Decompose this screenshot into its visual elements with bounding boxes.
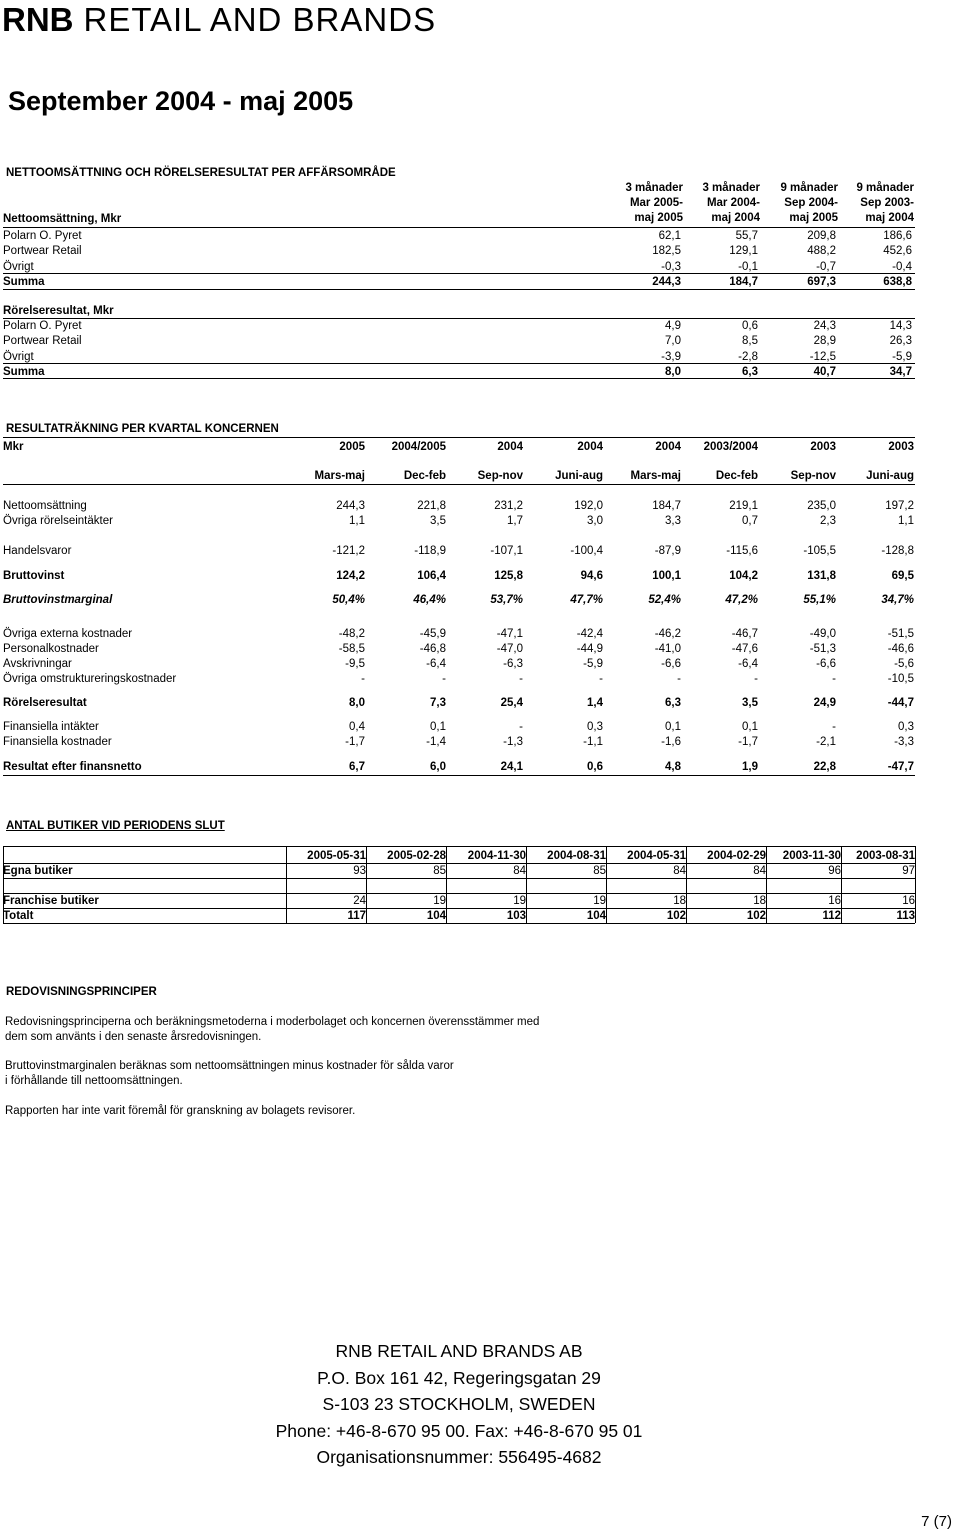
date-header: 2004-05-31 bbox=[627, 850, 686, 862]
value-cell: - bbox=[442, 673, 446, 685]
value-cell: - bbox=[832, 673, 836, 685]
value-cell: 112 bbox=[822, 910, 841, 922]
income-heading: RESULTATRÄKNING PER KVARTAL KONCERNEN bbox=[6, 423, 279, 435]
value-cell: 103 bbox=[506, 910, 526, 922]
value-cell: 84 bbox=[513, 865, 526, 877]
row-label: Rörelseresultat bbox=[3, 697, 87, 709]
value-cell: - bbox=[677, 673, 681, 685]
header-line: Mar 2004- bbox=[706, 197, 760, 209]
table-border bbox=[286, 846, 287, 923]
header-line: 3 månader bbox=[625, 182, 683, 194]
row-label: Övriga omstruktureringskostnader bbox=[3, 673, 177, 685]
period-header: Dec-feb bbox=[715, 470, 758, 482]
table-row bbox=[3, 514, 915, 528]
value-cell: 219,1 bbox=[729, 500, 758, 512]
value-cell: 19 bbox=[433, 895, 446, 907]
text-line: Bruttovinstmarginalen beräknas som nettoomsättningen minus kostnader för sålda varor bbox=[5, 1060, 454, 1072]
value-cell: 25,4 bbox=[500, 697, 523, 709]
row-label: Resultat efter finansnetto bbox=[3, 761, 142, 773]
value-cell: 3,5 bbox=[742, 697, 758, 709]
value-cell: - bbox=[599, 673, 603, 685]
value-cell: 104 bbox=[586, 910, 606, 922]
value-cell: 184,7 bbox=[652, 500, 681, 512]
date-header: 2003-08-31 bbox=[856, 850, 915, 862]
value-cell: 125,8 bbox=[494, 570, 523, 582]
table-border bbox=[3, 846, 4, 923]
date-header: 2003-11-30 bbox=[782, 850, 841, 862]
row-label: Summa bbox=[3, 275, 45, 288]
value-cell: -51,5 bbox=[887, 628, 914, 640]
value-cell: -0,4 bbox=[892, 260, 912, 273]
table-row bbox=[3, 894, 915, 908]
value-cell: 40,7 bbox=[813, 365, 836, 378]
value-cell: 34,7 bbox=[889, 365, 912, 378]
header-line: 3 månader bbox=[702, 182, 760, 194]
divider bbox=[3, 484, 915, 485]
table-border bbox=[3, 893, 915, 894]
table-row bbox=[3, 672, 915, 686]
value-cell: 84 bbox=[673, 865, 686, 877]
value-cell: 1,1 bbox=[349, 515, 365, 527]
value-cell: 3,0 bbox=[587, 515, 603, 527]
value-cell: 0,4 bbox=[349, 721, 365, 733]
value-cell: - bbox=[519, 673, 523, 685]
date-header: 2005-02-28 bbox=[387, 850, 446, 862]
row-label: Avskrivningar bbox=[3, 658, 72, 670]
report-title: September 2004 - maj 2005 bbox=[8, 86, 354, 116]
table-border bbox=[3, 923, 915, 924]
table-row bbox=[3, 334, 915, 348]
value-cell: 0,6 bbox=[587, 761, 603, 773]
value-cell: -47,7 bbox=[887, 761, 914, 773]
divider bbox=[3, 437, 915, 438]
value-cell: 24,3 bbox=[813, 320, 836, 332]
date-header: 2004-08-31 bbox=[547, 850, 606, 862]
period-header: Sep-nov bbox=[790, 470, 836, 482]
value-cell: 55,7 bbox=[735, 230, 758, 242]
value-cell: 3,5 bbox=[430, 515, 446, 527]
value-cell: -5,6 bbox=[894, 658, 914, 670]
year-header: 2004 bbox=[577, 441, 603, 453]
value-cell: 6,3 bbox=[665, 697, 681, 709]
table-row bbox=[3, 593, 915, 607]
value-cell: 129,1 bbox=[729, 245, 758, 258]
row-label: Övrigt bbox=[3, 260, 34, 273]
year-header: 2004 bbox=[497, 441, 523, 453]
value-cell: -1,3 bbox=[503, 736, 523, 748]
value-cell: -107,1 bbox=[490, 545, 523, 557]
text-line: dem som använts i den senaste årsredovisningen. bbox=[5, 1031, 262, 1043]
table-border bbox=[3, 878, 915, 879]
table-border bbox=[366, 846, 367, 923]
value-cell: 0,1 bbox=[430, 721, 446, 733]
text-line: i förhållande till nettoomsättningen. bbox=[5, 1075, 183, 1087]
date-header: 2005-05-31 bbox=[307, 850, 366, 862]
divider bbox=[3, 289, 915, 290]
value-cell: 0,7 bbox=[742, 515, 758, 527]
value-cell: 18 bbox=[753, 895, 766, 907]
year-header: 2003 bbox=[888, 441, 914, 453]
value-cell: 18 bbox=[673, 895, 686, 907]
year-header: 2004/2005 bbox=[391, 441, 446, 453]
header-line: maj 2004 bbox=[865, 212, 914, 224]
value-cell: 124,2 bbox=[336, 570, 365, 582]
value-cell: 8,0 bbox=[349, 697, 365, 709]
value-cell: 1,9 bbox=[742, 761, 758, 773]
value-cell: -3,9 bbox=[661, 350, 681, 363]
value-cell: 0,6 bbox=[742, 320, 758, 332]
value-cell: 22,8 bbox=[813, 761, 836, 773]
value-cell: -10,5 bbox=[887, 673, 914, 685]
row-label: Franchise butiker bbox=[3, 895, 99, 907]
divider bbox=[3, 378, 915, 379]
sales-label-row bbox=[3, 212, 915, 226]
value-cell: - bbox=[832, 721, 836, 733]
date-header: 2004-02-29 bbox=[707, 850, 766, 862]
table-row bbox=[3, 319, 915, 333]
row-label: Portwear Retail bbox=[3, 335, 82, 348]
value-cell: 8,0 bbox=[665, 365, 681, 378]
company-logo bbox=[2, 2, 436, 38]
value-cell: 85 bbox=[433, 865, 446, 877]
value-cell: -46,6 bbox=[887, 643, 914, 655]
footer-line: Organisationsnummer: 556495-4682 bbox=[316, 1447, 602, 1467]
period-header: Dec-feb bbox=[403, 470, 446, 482]
table-row bbox=[3, 275, 915, 289]
value-cell: 182,5 bbox=[652, 245, 681, 258]
income-periods-row bbox=[3, 469, 915, 483]
principle-paragraph bbox=[5, 1059, 454, 1089]
value-cell: -46,7 bbox=[731, 628, 758, 640]
divider bbox=[3, 273, 915, 274]
value-cell: 638,8 bbox=[883, 275, 912, 288]
value-cell: -9,5 bbox=[345, 658, 365, 670]
header-line: Mar 2005- bbox=[629, 197, 683, 209]
value-cell: 0,3 bbox=[587, 721, 603, 733]
value-cell: 244,3 bbox=[336, 500, 365, 512]
row-label: Bruttovinst bbox=[3, 570, 65, 582]
value-cell: 102 bbox=[666, 910, 686, 922]
value-cell: 100,1 bbox=[652, 570, 681, 582]
value-cell: -44,7 bbox=[887, 697, 914, 709]
footer-line: P.O. Box 161 42, Regeringsgatan 29 bbox=[317, 1367, 601, 1388]
value-cell: -6,6 bbox=[816, 658, 836, 670]
value-cell: -49,0 bbox=[809, 628, 836, 640]
value-cell: 221,8 bbox=[417, 500, 446, 512]
value-cell: 0,1 bbox=[665, 721, 681, 733]
income-years-row bbox=[3, 440, 915, 454]
value-cell: -87,9 bbox=[654, 545, 681, 557]
text-line: Redovisningsprinciperna och beräkningsmetoderna i moderbolaget och koncernen överensstämmer med bbox=[5, 1016, 540, 1028]
value-cell: - bbox=[519, 721, 523, 733]
row-label: Nettoomsättning bbox=[3, 500, 87, 512]
table-row bbox=[3, 499, 915, 513]
value-cell: -5,9 bbox=[892, 350, 912, 363]
value-cell: -1,7 bbox=[738, 736, 758, 748]
ebit-label: Rörelseresultat, Mkr bbox=[3, 305, 114, 317]
footer-line: S-103 23 STOCKHOLM, SWEDEN bbox=[322, 1394, 596, 1414]
table-border bbox=[915, 846, 916, 923]
value-cell: 62,1 bbox=[658, 230, 681, 242]
value-cell: 96 bbox=[828, 865, 841, 877]
value-cell: 19 bbox=[513, 895, 526, 907]
value-cell: 55,1% bbox=[803, 594, 836, 606]
table-border bbox=[686, 846, 687, 923]
row-label: Summa bbox=[3, 365, 45, 378]
value-cell: -0,7 bbox=[816, 260, 836, 273]
value-cell: 24,1 bbox=[500, 761, 523, 773]
value-cell: 488,2 bbox=[807, 245, 836, 258]
value-cell: - bbox=[361, 673, 365, 685]
value-cell: -45,9 bbox=[419, 628, 446, 640]
value-cell: 1,4 bbox=[587, 697, 603, 709]
value-cell: 4,8 bbox=[665, 761, 681, 773]
row-label: Polarn O. Pyret bbox=[3, 230, 82, 242]
table-row bbox=[3, 365, 915, 379]
header-line: maj 2005 bbox=[634, 212, 683, 224]
period-header: Juni-aug bbox=[866, 470, 914, 482]
year-header: 2005 bbox=[339, 441, 365, 453]
value-cell: 1,1 bbox=[898, 515, 914, 527]
value-cell: 7,0 bbox=[665, 335, 681, 348]
table-row bbox=[3, 720, 915, 734]
value-cell: 452,6 bbox=[883, 245, 912, 258]
value-cell: 24 bbox=[353, 895, 366, 907]
value-cell: -121,2 bbox=[332, 545, 365, 557]
row-label: Övriga rörelseintäkter bbox=[3, 515, 113, 527]
value-cell: 697,3 bbox=[807, 275, 836, 288]
period-header: Mars-maj bbox=[630, 470, 681, 482]
value-cell: 34,7% bbox=[881, 594, 914, 606]
value-cell: -47,1 bbox=[496, 628, 523, 640]
value-cell: 131,8 bbox=[807, 570, 836, 582]
period-header: Sep-nov bbox=[477, 470, 523, 482]
table-row bbox=[3, 627, 915, 641]
table-row bbox=[3, 909, 915, 923]
value-cell: -1,4 bbox=[426, 736, 446, 748]
header-line: maj 2004 bbox=[711, 212, 760, 224]
table-row bbox=[3, 735, 915, 749]
header-line: Sep 2004- bbox=[784, 197, 838, 209]
value-cell: -46,2 bbox=[654, 628, 681, 640]
table-row bbox=[3, 260, 915, 274]
value-cell: -118,9 bbox=[414, 545, 446, 557]
table-row bbox=[3, 864, 915, 878]
value-cell: -1,7 bbox=[345, 736, 365, 748]
logo-strong: RNB bbox=[2, 1, 74, 38]
stores-header-row bbox=[3, 849, 915, 863]
value-cell: 8,5 bbox=[742, 335, 758, 348]
value-cell: -105,5 bbox=[803, 545, 836, 557]
value-cell: 4,9 bbox=[665, 320, 681, 332]
value-cell: -46,8 bbox=[419, 643, 446, 655]
period-header: Juni-aug bbox=[555, 470, 603, 482]
table-row bbox=[3, 544, 915, 558]
value-cell: 26,3 bbox=[889, 335, 912, 348]
company-footer bbox=[0, 1338, 918, 1471]
value-cell: 231,2 bbox=[494, 500, 523, 512]
value-cell: -0,1 bbox=[738, 260, 758, 273]
logo-rest: RETAIL AND BRANDS bbox=[83, 1, 437, 38]
table-border bbox=[3, 908, 915, 909]
value-cell: -6,4 bbox=[426, 658, 446, 670]
value-cell: -3,3 bbox=[894, 736, 914, 748]
value-cell: 53,7% bbox=[490, 594, 523, 606]
divider bbox=[3, 227, 915, 228]
page-number: 7 (7) bbox=[921, 1513, 952, 1530]
value-cell: 6,3 bbox=[742, 365, 758, 378]
value-cell: 24,9 bbox=[813, 697, 836, 709]
header-line: Sep 2003- bbox=[860, 197, 914, 209]
period-header: Mars-maj bbox=[314, 470, 365, 482]
value-cell: -6,3 bbox=[503, 658, 523, 670]
value-cell: 102 bbox=[746, 910, 766, 922]
footer-line: Phone: +46-8-670 95 00. Fax: +46-8-670 95 01 bbox=[275, 1420, 643, 1441]
row-label: Finansiella kostnader bbox=[3, 736, 112, 748]
row-label: Finansiella intäkter bbox=[3, 721, 99, 733]
value-cell: -41,0 bbox=[654, 643, 681, 655]
row-label: Övriga externa kostnader bbox=[3, 628, 133, 640]
table-row bbox=[3, 350, 915, 364]
footer-line: RNB RETAIL AND BRANDS AB bbox=[335, 1341, 583, 1361]
value-cell: -47,0 bbox=[496, 643, 523, 655]
row-label: Personalkostnader bbox=[3, 643, 99, 655]
year-header: 2004 bbox=[655, 441, 681, 453]
row-label: Portwear Retail bbox=[3, 245, 82, 258]
value-cell: 192,0 bbox=[574, 500, 603, 512]
value-cell: -5,9 bbox=[583, 658, 603, 670]
value-cell: -48,2 bbox=[338, 628, 365, 640]
value-cell: 106,4 bbox=[417, 570, 446, 582]
value-cell: 47,7% bbox=[570, 594, 603, 606]
value-cell: 69,5 bbox=[891, 570, 914, 582]
table-border bbox=[606, 846, 607, 923]
table-border bbox=[841, 846, 842, 923]
header-line: maj 2005 bbox=[789, 212, 838, 224]
value-cell: -128,8 bbox=[881, 545, 914, 557]
value-cell: -6,6 bbox=[661, 658, 681, 670]
row-label: Bruttovinstmarginal bbox=[3, 594, 113, 606]
table-row bbox=[3, 696, 915, 710]
value-cell: -42,4 bbox=[576, 628, 603, 640]
value-cell: 93 bbox=[353, 865, 366, 877]
row-label: Totalt bbox=[3, 910, 34, 922]
row-label: Handelsvaror bbox=[3, 545, 72, 557]
value-cell: - bbox=[754, 673, 758, 685]
value-cell: 244,3 bbox=[652, 275, 681, 288]
value-cell: 3,3 bbox=[665, 515, 681, 527]
principle-paragraph: Rapporten har inte varit föremål för granskning av bolagets revisorer. bbox=[5, 1105, 356, 1117]
divider bbox=[3, 363, 915, 364]
value-cell: -44,9 bbox=[576, 643, 603, 655]
year-header: 2003/2004 bbox=[703, 441, 758, 453]
value-cell: -1,6 bbox=[661, 736, 681, 748]
table-border bbox=[3, 846, 915, 847]
stores-heading: ANTAL BUTIKER VID PERIODENS SLUT bbox=[6, 820, 225, 832]
year-header: 2003 bbox=[810, 441, 836, 453]
value-cell: 104 bbox=[426, 910, 446, 922]
table-row bbox=[3, 657, 915, 671]
value-cell: 7,3 bbox=[430, 697, 446, 709]
value-cell: -2,8 bbox=[738, 350, 758, 363]
value-cell: 97 bbox=[902, 865, 915, 877]
value-cell: -115,6 bbox=[726, 545, 758, 557]
value-cell: 19 bbox=[593, 895, 606, 907]
value-cell: -51,3 bbox=[809, 643, 836, 655]
date-header: 2004-11-30 bbox=[467, 850, 526, 862]
value-cell: 85 bbox=[593, 865, 606, 877]
table-row bbox=[3, 569, 915, 583]
value-cell: 14,3 bbox=[889, 320, 912, 332]
value-cell: 117 bbox=[347, 910, 366, 922]
value-cell: 6,0 bbox=[430, 761, 446, 773]
table-border bbox=[766, 846, 767, 923]
value-cell: -2,1 bbox=[816, 736, 836, 748]
table-border bbox=[526, 846, 527, 923]
value-cell: 235,0 bbox=[807, 500, 836, 512]
principles-heading: REDOVISNINGSPRINCIPER bbox=[6, 986, 157, 998]
table-row bbox=[3, 229, 915, 243]
value-cell: 0,3 bbox=[898, 721, 914, 733]
table-row bbox=[3, 244, 915, 258]
row-label: Egna butiker bbox=[3, 865, 73, 877]
value-cell: 184,7 bbox=[729, 275, 758, 288]
value-cell: -6,4 bbox=[738, 658, 758, 670]
table-row bbox=[3, 642, 915, 656]
value-cell: 16 bbox=[828, 895, 841, 907]
value-cell: 209,8 bbox=[807, 230, 836, 242]
segment-heading: NETTOOMSÄTTNING OCH RÖRELSERESULTAT PER AFFÄRSOMRÅDE bbox=[6, 167, 396, 179]
value-cell: -47,6 bbox=[731, 643, 758, 655]
value-cell: 46,4% bbox=[413, 594, 446, 606]
value-cell: 197,2 bbox=[885, 500, 914, 512]
value-cell: 2,3 bbox=[820, 515, 836, 527]
value-cell: 0,1 bbox=[742, 721, 758, 733]
value-cell: -1,1 bbox=[583, 736, 603, 748]
table-border bbox=[446, 846, 447, 923]
value-cell: -100,4 bbox=[570, 545, 603, 557]
row-label: Polarn O. Pyret bbox=[3, 320, 82, 332]
value-cell: 6,7 bbox=[349, 761, 365, 773]
divider bbox=[3, 775, 915, 776]
principle-paragraph bbox=[5, 1015, 539, 1045]
value-cell: 113 bbox=[896, 910, 915, 922]
value-cell: 50,4% bbox=[332, 594, 365, 606]
value-cell: 1,7 bbox=[507, 515, 523, 527]
ebit-label-row bbox=[3, 304, 915, 318]
sales-label: Nettoomsättning, Mkr bbox=[3, 213, 122, 225]
value-cell: -0,3 bbox=[661, 260, 681, 273]
value-cell: 52,4% bbox=[648, 594, 681, 606]
header-line: 9 månader bbox=[780, 182, 838, 194]
value-cell: 94,6 bbox=[580, 570, 603, 582]
value-cell: -12,5 bbox=[809, 350, 836, 363]
value-cell: 84 bbox=[753, 865, 766, 877]
value-cell: 104,2 bbox=[729, 570, 758, 582]
row-label: Övrigt bbox=[3, 350, 34, 363]
unit-label: Mkr bbox=[3, 441, 24, 453]
value-cell: -58,5 bbox=[338, 643, 365, 655]
table-row bbox=[3, 760, 915, 774]
table-border bbox=[3, 863, 915, 864]
value-cell: 16 bbox=[902, 895, 915, 907]
value-cell: 28,9 bbox=[813, 335, 836, 348]
value-cell: 186,6 bbox=[883, 230, 912, 242]
value-cell: 47,2% bbox=[725, 594, 758, 606]
header-line: 9 månader bbox=[856, 182, 914, 194]
